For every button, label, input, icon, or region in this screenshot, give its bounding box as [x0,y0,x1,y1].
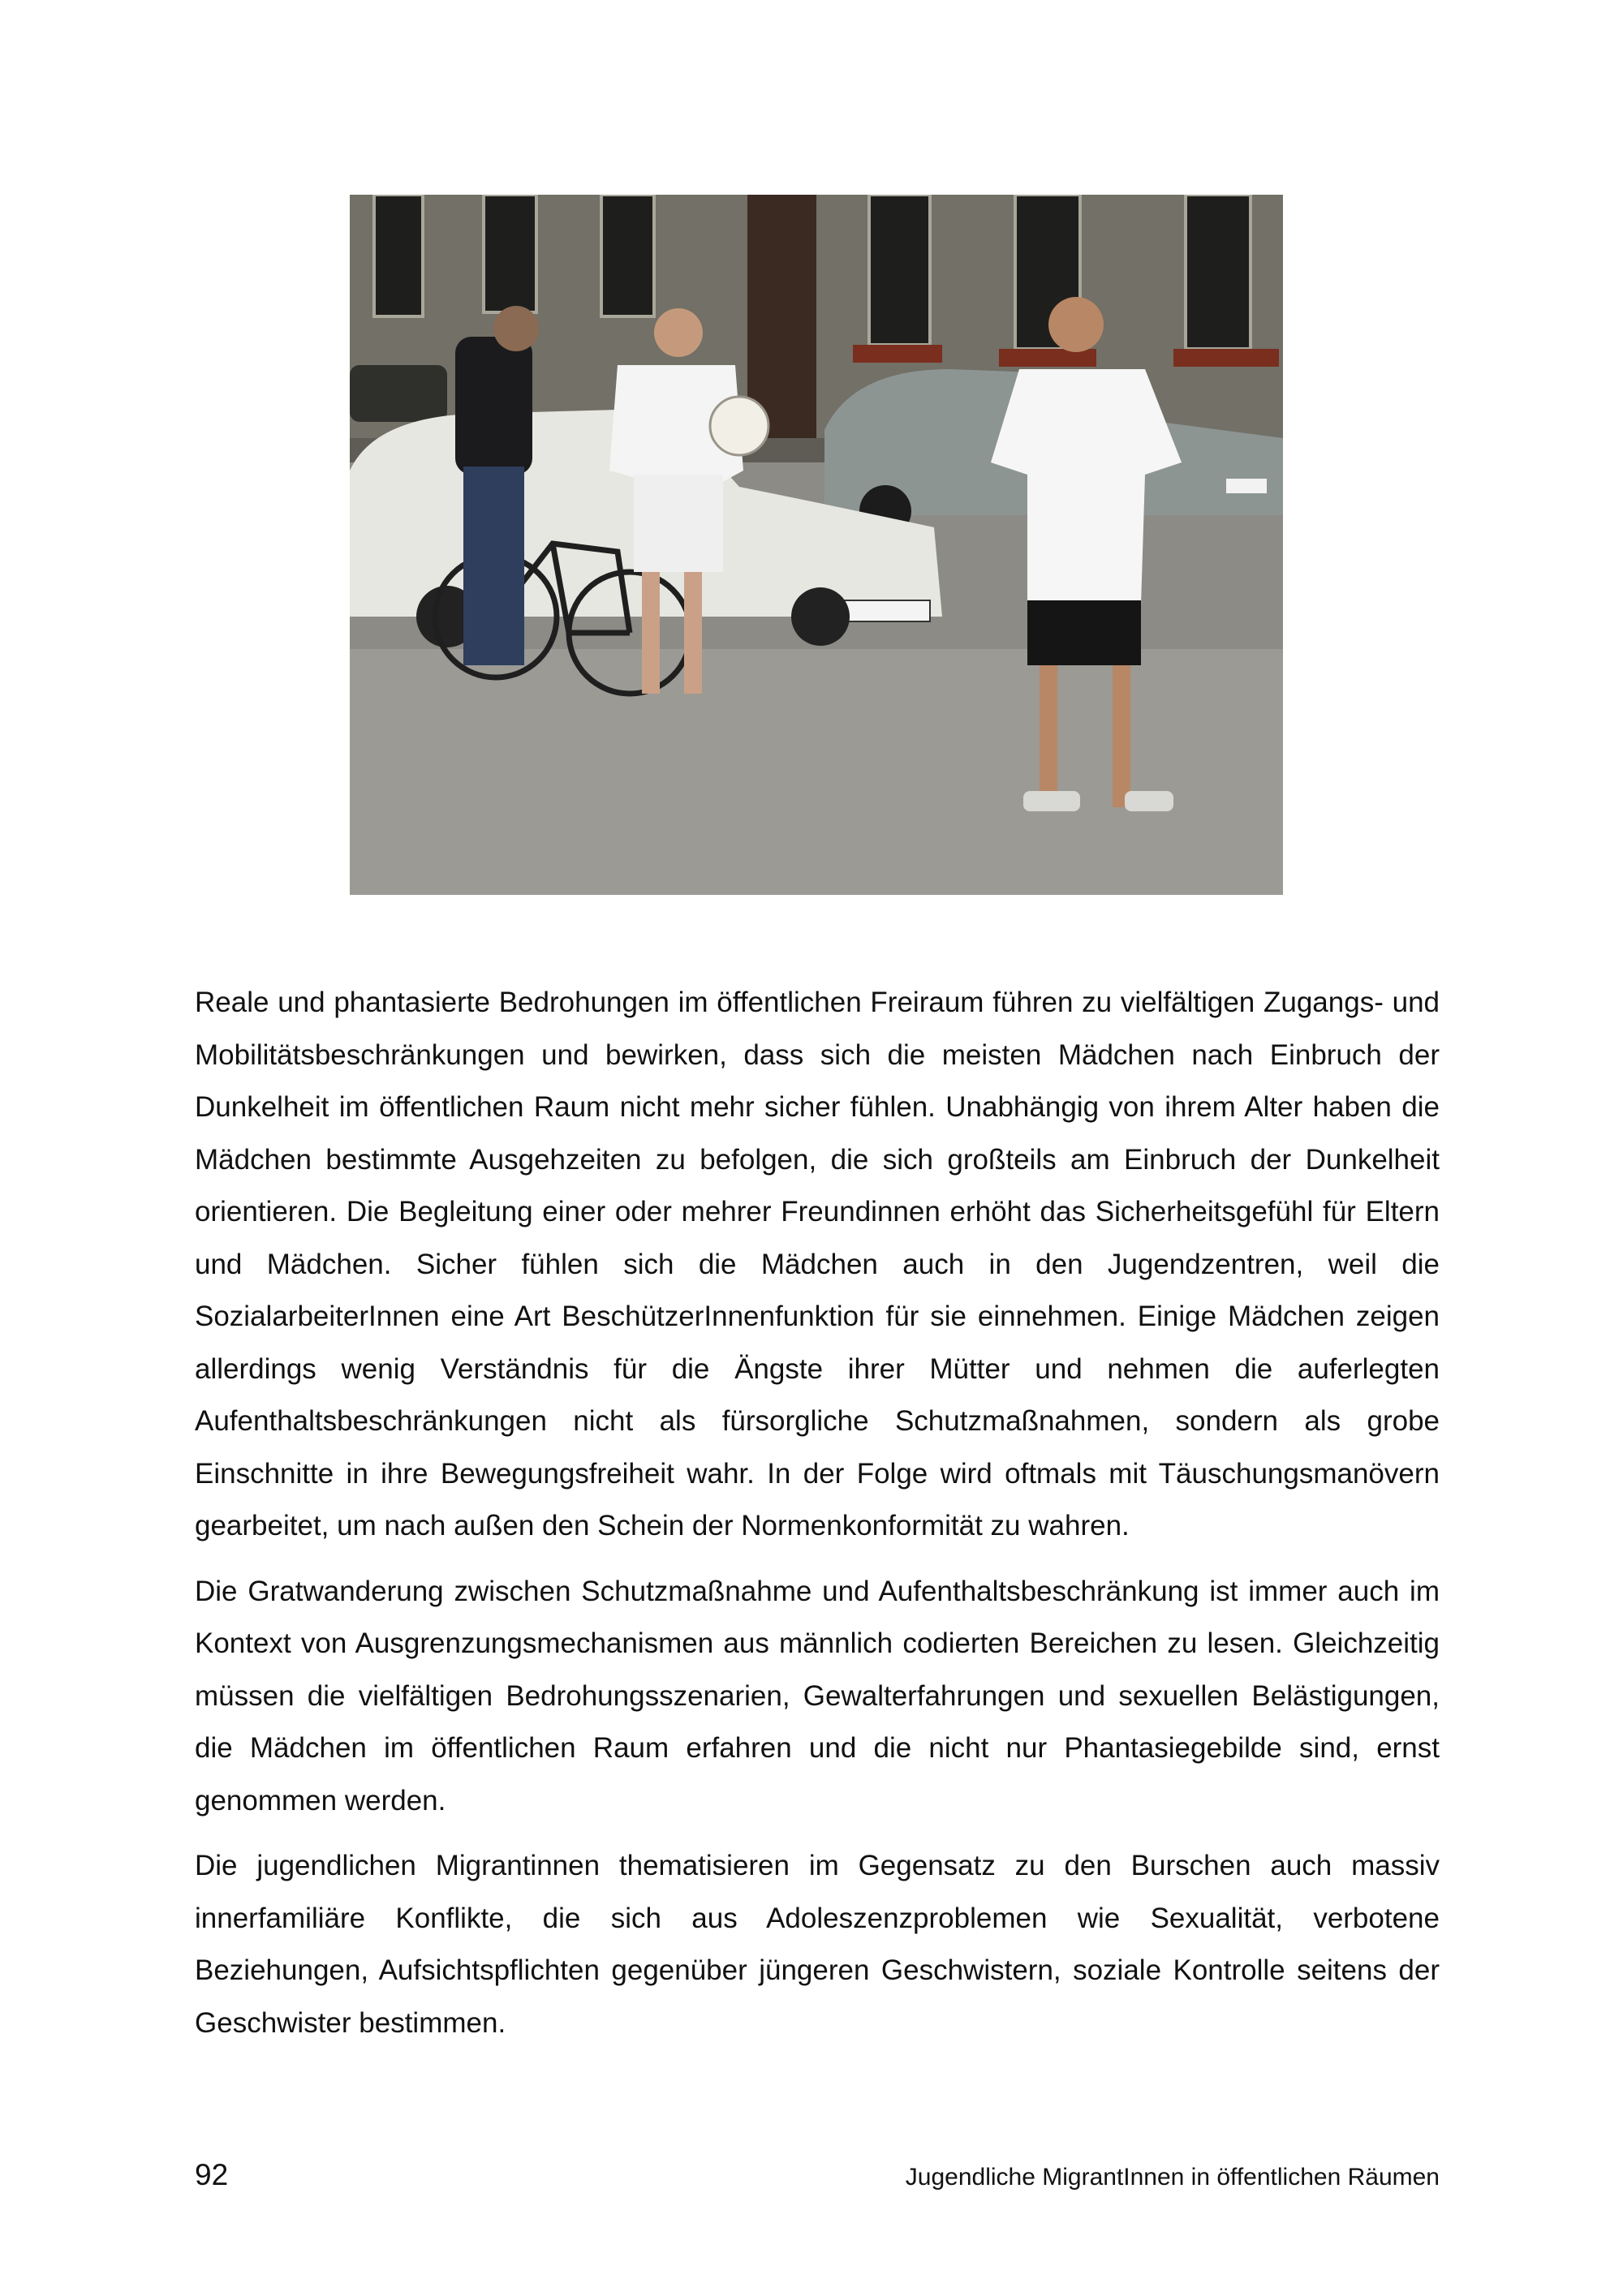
paragraph-3: Die jugendlichen Migrantinnen thematisieren im Gegensatz zu den Burschen auch massiv innerfamiliäre Konflikte, die sich aus Adoleszenzproblemen wie Sexualität, verbotene Beziehungen, Aufsichtspflichten gegenüber jüngeren Geschwistern, soziale Kontrolle seitens der Geschwister bestimmen. [195,1850,1440,2039]
paragraph-2: Die Gratwanderung zwischen Schutzmaßnahme und Aufenthaltsbeschränkung ist immer auch im Kontext von Ausgrenzungsmechanismen aus männlich codierten Bereichen zu lesen. Gleichzeitig müssen die vielfältigen Bedrohungsszenarien, Gewalterfahrungen und sexuellen Belästigungen, die Mädchen im öffentlichen Raum erfahren und die nicht nur Phantasiegebilde sind, ernst genommen werden. [195,1575,1440,1817]
street-football-photo [350,195,1283,895]
paragraph-1: Reale und phantasierte Bedrohungen im öffentlichen Freiraum führen zu vielfältigen Zugangs- und Mobilitätsbeschränkungen und bewirken, dass sich die meisten Mädchen nach Einbruch der Dunkelheit im öffentlichen Raum nicht mehr sicher fühlen. Unabhängig von ihrem Alter haben die Mädchen bestimmte Ausgehzeiten zu befolgen, die sich großteils am Einbruch der Dunkelheit orientieren. Die Begleitung einer oder mehrer Freundinnen erhöht das Sicherheitsgefühl für Eltern und Mädchen. Sicher fühlen sich die Mädchen auch in den Jugendzentren, weil die SozialarbeiterInnen eine Art BeschützerInnenfunktion für sie einnehmen. Einige Mädchen zeigen allerdings wenig Verständnis für die Ängste ihrer Mütter und nehmen die auferlegten Aufenthaltsbeschränkungen nicht als fürsorgliche Schutzmaßnahmen, sondern als grobe Einschnitte in ihre Bewegungsfreiheit wahr. In der Folge wird oftmals mit Täuschungsmanövern gearbeitet, um nach außen den Schein der Normenkonformität zu wahren. [195,987,1440,1541]
page-number: 92 [195,2158,229,2191]
body-text [195,977,1440,2062]
running-footer-title: Jugendliche MigrantInnen in öffentlichen Räumen [905,2164,1440,2191]
